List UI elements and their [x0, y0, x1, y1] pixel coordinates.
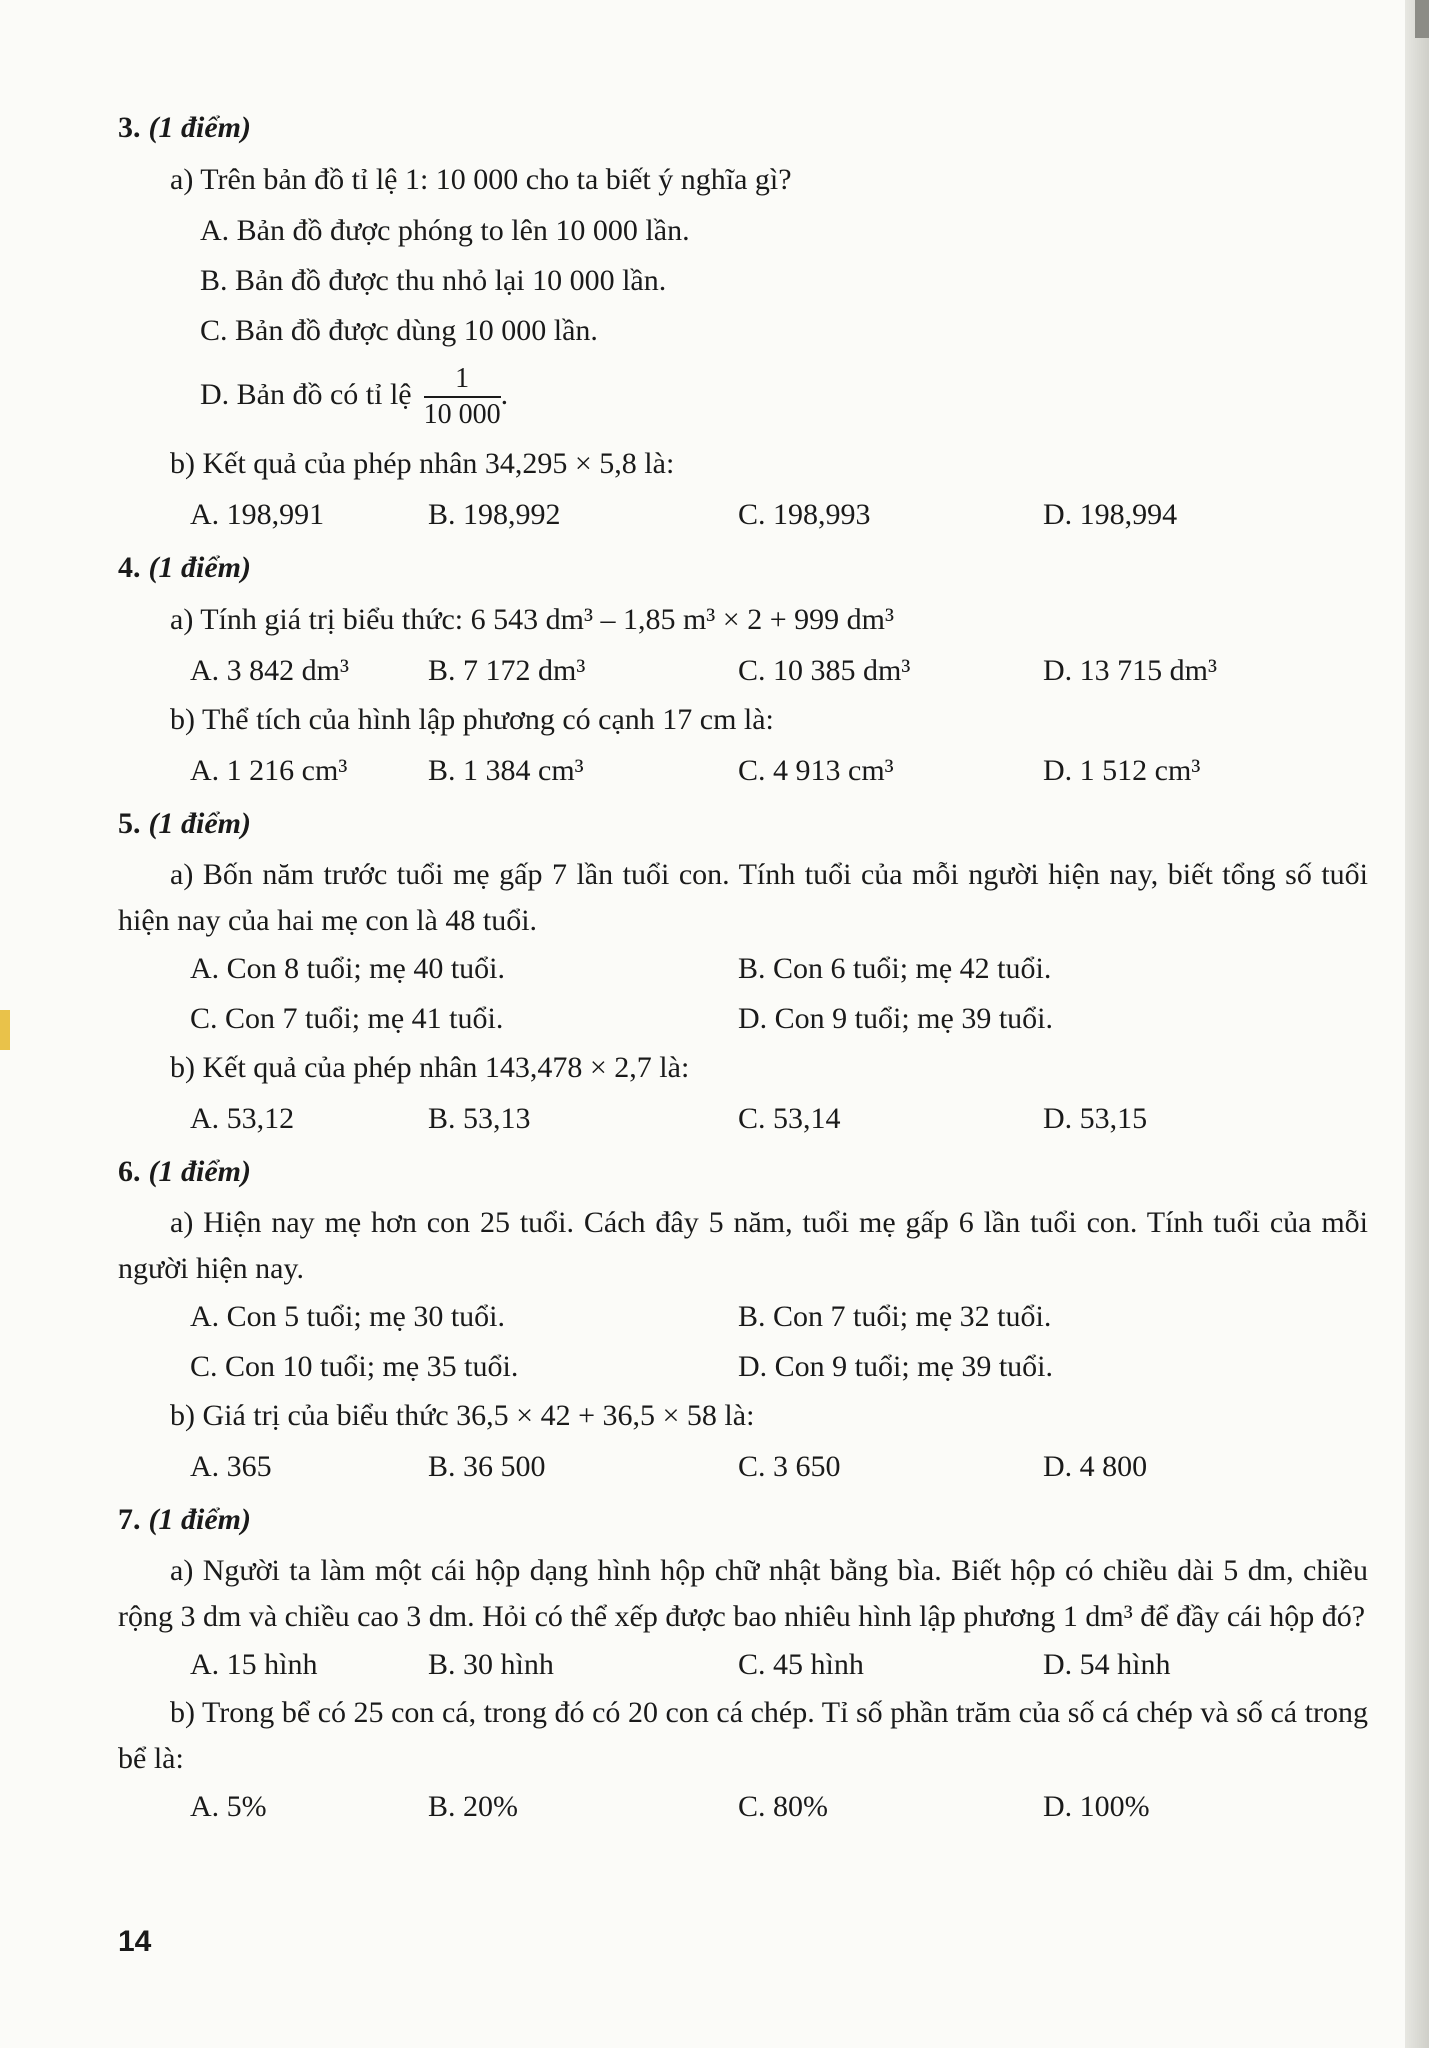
option-b: B. Bản đồ được thu nhỏ lại 10 000 lần.: [200, 264, 667, 297]
question-number: 5.: [118, 807, 141, 840]
options-row: [118, 1292, 1368, 1342]
option-a: A. 3 842 dm³: [190, 654, 349, 687]
option-c: C. 10 385 dm³: [738, 654, 911, 687]
options-row: [118, 646, 1368, 696]
option-d: D. 4 800: [1043, 1450, 1148, 1483]
question-stem: a) Bốn năm trước tuổi mẹ gấp 7 lần tuổi con. Tính tuổi của mỗi người hiện nay, biết tổng số tuổi hiện nay của hai mẹ con là 48 tuổi.: [118, 858, 1368, 937]
question-points: (1 điểm): [148, 1503, 251, 1536]
question-stem: a) Tính giá trị biểu thức: 6 543 dm³ – 1,85 m³ × 2 + 999 dm³: [170, 603, 894, 636]
question-header: [118, 1144, 1368, 1200]
fraction: [424, 362, 501, 432]
question-stem: a) Hiện nay mẹ hơn con 25 tuổi. Cách đây 5 năm, tuổi mẹ gấp 6 lần tuổi con. Tính tuổi của mỗi người hiện nay.: [118, 1206, 1368, 1285]
worksheet-page: [118, 100, 1368, 1832]
option-b: B. 1 384 cm³: [428, 754, 584, 787]
part-a: [118, 852, 1368, 1044]
option-a: A. 5%: [190, 1790, 267, 1823]
question-points: (1 điểm): [148, 807, 251, 840]
options-row: [118, 1782, 1368, 1832]
fraction-period: .: [500, 378, 509, 411]
question-header: [118, 796, 1368, 852]
question-stem: b) Thể tích của hình lập phương có cạnh 17 cm là:: [170, 703, 774, 736]
options-row: [118, 944, 1368, 994]
option-d: D. Con 9 tuổi; mẹ 39 tuổi.: [738, 1002, 1053, 1035]
option-b: B. 36 500: [428, 1450, 546, 1483]
part-b: [118, 696, 1368, 796]
options-row: [118, 1094, 1368, 1144]
option-d: D. 53,15: [1043, 1102, 1148, 1135]
part-b: [118, 440, 1368, 540]
option-a: A. 53,12: [190, 1102, 295, 1135]
question-stem: b) Trong bể có 25 con cá, trong đó có 20 con cá chép. Tỉ số phần trăm của số cá chép và số cá trong bể là:: [118, 1696, 1368, 1775]
question-number: 3.: [118, 111, 141, 144]
question-stem: b) Kết quả của phép nhân 34,295 × 5,8 là:: [170, 447, 675, 480]
option-d: D. Con 9 tuổi; mẹ 39 tuổi.: [738, 1350, 1053, 1383]
option-b: B. 53,13: [428, 1102, 531, 1135]
part-b: [118, 1392, 1368, 1492]
option-c: C. 80%: [738, 1790, 828, 1823]
option-c: C. Bản đồ được dùng 10 000 lần.: [200, 314, 598, 347]
question-5: [118, 796, 1368, 1144]
fraction-numerator: 1: [424, 362, 501, 398]
options-row: [118, 490, 1368, 540]
page-edge-tab: [1415, 0, 1429, 38]
question-header: [118, 540, 1368, 596]
option-a: A. 365: [190, 1450, 272, 1483]
part-b: [118, 1044, 1368, 1144]
option-a: A. 198,991: [190, 498, 325, 531]
option-c: C. Con 10 tuổi; mẹ 35 tuổi.: [190, 1350, 519, 1383]
fraction-denominator: 10 000: [423, 399, 501, 431]
options-row: [118, 1342, 1368, 1392]
page-number: 14: [118, 1925, 152, 1958]
option-a: A. Con 8 tuổi; mẹ 40 tuổi.: [190, 952, 505, 985]
option-c: C. 198,993: [738, 498, 871, 531]
part-a: [118, 1200, 1368, 1392]
option-a: A. Con 5 tuổi; mẹ 30 tuổi.: [190, 1300, 505, 1333]
options-vertical: [118, 206, 1368, 434]
option-b: B. 7 172 dm³: [428, 654, 586, 687]
part-a: [118, 1548, 1368, 1690]
option-c: C. Con 7 tuổi; mẹ 41 tuổi.: [190, 1002, 504, 1035]
question-stem: b) Giá trị của biểu thức 36,5 × 42 + 36,5 × 58 là:: [170, 1399, 755, 1432]
option-a: A. 1 216 cm³: [190, 754, 348, 787]
question-4: [118, 540, 1368, 796]
part-b: [118, 1690, 1368, 1832]
option-d: D. 13 715 dm³: [1043, 654, 1217, 687]
question-stem: b) Kết quả của phép nhân 143,478 × 2,7 là:: [170, 1051, 690, 1084]
options-row: [118, 746, 1368, 796]
option-c: C. 4 913 cm³: [738, 754, 894, 787]
question-number: 6.: [118, 1155, 141, 1188]
option-b: B. 198,992: [428, 498, 561, 531]
options-row: [118, 1442, 1368, 1492]
question-number: 4.: [118, 551, 141, 584]
option-a: A. Bản đồ được phóng to lên 10 000 lần.: [200, 214, 690, 247]
question-header: [118, 1492, 1368, 1548]
option-d-text: D. Bản đồ có tỉ lệ: [200, 378, 412, 411]
option-d: [118, 356, 1368, 434]
question-number: 7.: [118, 1503, 141, 1536]
option-c: C. 45 hình: [738, 1648, 864, 1681]
part-a: [118, 156, 1368, 434]
question-3: [118, 100, 1368, 540]
question-7: [118, 1492, 1368, 1832]
option-d: D. 198,994: [1043, 498, 1178, 531]
option-d: D. 100%: [1043, 1790, 1150, 1823]
option-b: B. Con 7 tuổi; mẹ 32 tuổi.: [738, 1300, 1052, 1333]
option-c: C. 53,14: [738, 1102, 841, 1135]
question-stem: a) Người ta làm một cái hộp dạng hình hộp chữ nhật bằng bìa. Biết hộp có chiều dài 5 dm, chiều rộng 3 dm và chiều cao 3 dm. Hỏi có thể xếp được bao nhiêu hình lập phương 1 dm³ để đầy cái hộp đó?: [118, 1554, 1368, 1633]
options-row: [118, 994, 1368, 1044]
option-a: A. 15 hình: [190, 1648, 318, 1681]
page-edge-mark: [0, 1010, 10, 1050]
question-points: (1 điểm): [148, 111, 251, 144]
option-b: B. Con 6 tuổi; mẹ 42 tuổi.: [738, 952, 1052, 985]
option-c: C. 3 650: [738, 1450, 841, 1483]
question-points: (1 điểm): [148, 1155, 251, 1188]
page-edge: [1405, 0, 1429, 2048]
question-points: (1 điểm): [148, 551, 251, 584]
question-stem: a) Trên bản đồ tỉ lệ 1: 10 000 cho ta biết ý nghĩa gì?: [170, 163, 792, 196]
option-b: B. 30 hình: [428, 1648, 554, 1681]
part-a: [118, 596, 1368, 696]
option-d: D. 1 512 cm³: [1043, 754, 1201, 787]
question-header: [118, 100, 1368, 156]
question-6: [118, 1144, 1368, 1492]
option-b: B. 20%: [428, 1790, 518, 1823]
option-d: D. 54 hình: [1043, 1648, 1171, 1681]
options-row: [118, 1640, 1368, 1690]
